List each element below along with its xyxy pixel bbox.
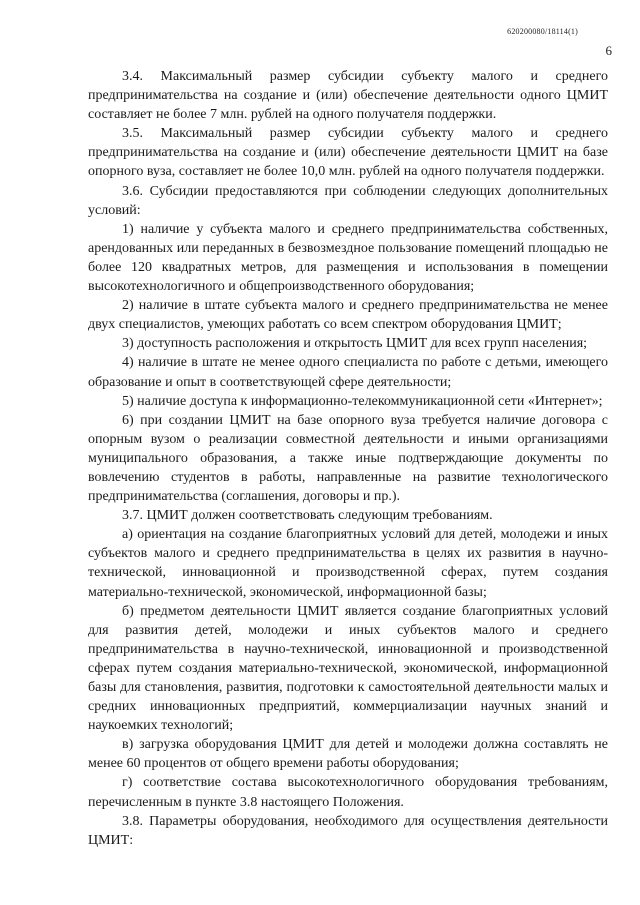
condition-4: 4) наличие в штате не менее одного специалиста по работе с детьми, имеющего образование и опыт в соответствующей сфере деятельности;	[88, 355, 608, 390]
requirement-b: б) предметом деятельности ЦМИТ является создание благоприятных условий для развития детей, молодежи и иных субъектов малого и среднего предпринимательства в научно-технической, инновационной и производственной сферах путем создания материально-технической, экономической, информационной базы для становления, развития, подготовки к самостоятельной деятельности малых и средних инновационных предприятий, коммерциализации научных знаний и наукоемких технологий;	[88, 603, 608, 734]
requirement-g: г) соответствие состава высокотехнологичного оборудования требованиям, перечисленным в пункте 3.8 настоящего Положения.	[88, 775, 608, 810]
document-code: 620200080/18114(1)	[507, 27, 578, 36]
paragraph-3-6: 3.6. Субсидии предоставляются при соблюдении следующих дополнительных условий:	[88, 183, 608, 218]
paragraph-3-4: 3.4. Максимальный размер субсидии субъекту малого и среднего предпринимательства на создание и (или) обеспечение деятельности одного ЦМИТ составляет не более 7 млн. рублей на одного получателя поддержки.	[88, 69, 608, 123]
condition-3: 3) доступность расположения и открытость ЦМИТ для всех групп населения;	[122, 336, 588, 352]
requirement-v: в) загрузка оборудования ЦМИТ для детей и молодежи должна составлять не менее 60 процентов от общего времени работы оборудования;	[88, 737, 608, 772]
condition-2: 2) наличие в штате субъекта малого и среднего предпринимательства не менее двух специалистов, умеющих работать со всем спектром оборудования ЦМИТ;	[88, 298, 608, 333]
condition-1: 1) наличие у субъекта малого и среднего предпринимательства собственных, арендованных или переданных в безвозмездное пользование помещений площадью не более 120 квадратных метров, для размещения и использования в помещении высокотехнологичного и общепроизводственного оборудования;	[88, 221, 608, 295]
page-number: 6	[605, 43, 612, 58]
paragraph-3-8: 3.8. Параметры оборудования, необходимого для осуществления деятельности ЦМИТ:	[88, 813, 608, 848]
condition-5: 5) наличие доступа к информационно-телекоммуникационной сети «Интернет»;	[122, 393, 603, 409]
condition-6: 6) при создании ЦМИТ на базе опорного вуза требуется наличие договора с опорным вузом о реализации совместной деятельности и иными организациями муниципального образования, а также иные подтверждающие документы по вовлечению студентов в работы, направленные на развитие технологического предпринимательства (соглашения, договоры и пр.).	[88, 412, 608, 505]
paragraph-3-5: 3.5. Максимальный размер субсидии субъекту малого и среднего предпринимательства на создание и (или) обеспечение деятельности ЦМИТ на базе опорного вуза, составляет не более 10,0 млн. рублей на одного получателя поддержки.	[88, 126, 608, 180]
document-body	[88, 67, 608, 850]
paragraph-3-7: 3.7. ЦМИТ должен соответствовать следующим требованиям.	[122, 508, 493, 524]
requirement-a: а) ориентация на создание благоприятных условий для детей, молодежи и иных субъектов малого и среднего предпринимательства в целях их развития в научно-технической, инновационной и производственной сферах, путем создания материально-технической, экономической, информационной базы;	[88, 527, 608, 600]
